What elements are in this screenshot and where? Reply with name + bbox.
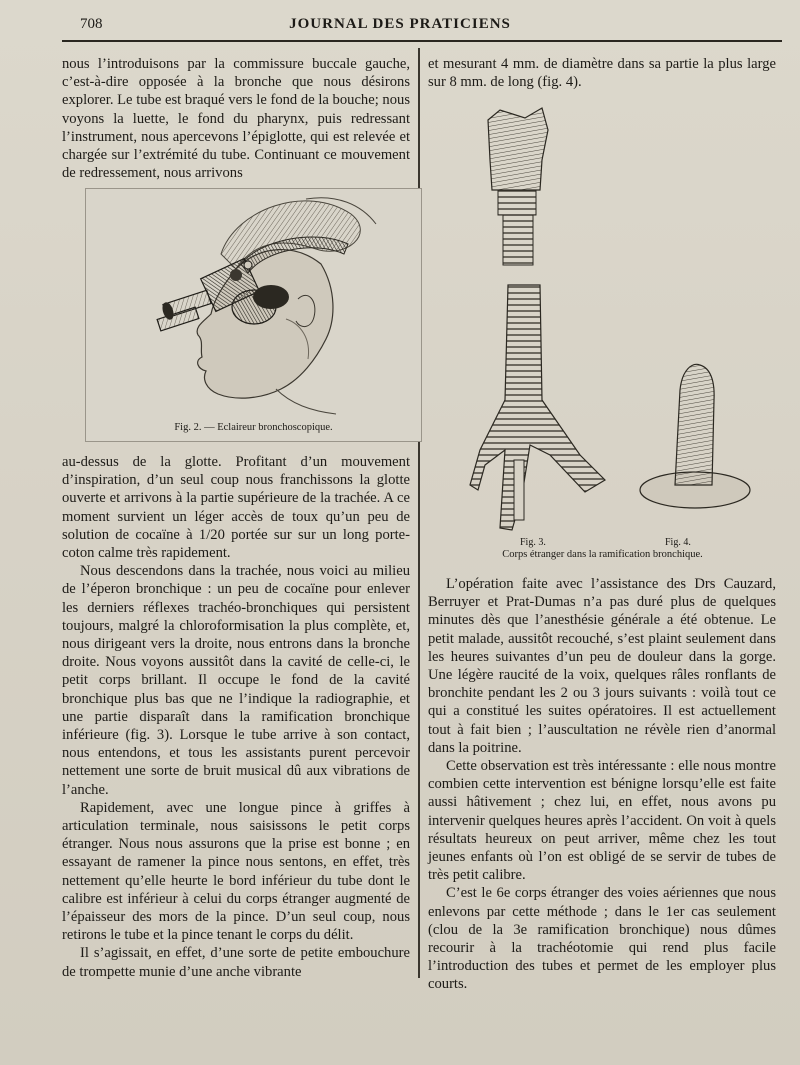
paragraph: Il s’agissait, en effet, d’une sorte de petite embouchure de trompette munie d’une anche vibrante bbox=[62, 945, 410, 980]
figure-2 bbox=[85, 188, 422, 442]
paragraph: et mesurant 4 mm. de diamètre dans sa partie la plus large sur 8 mm. de long (fig. 4). bbox=[428, 56, 776, 91]
foreign-body-in-bronchus bbox=[514, 460, 524, 520]
paragraph: au-dessus de la glotte. Profitant d’un mouvement d’inspiration, d’un seul coup nous franchissons la glotte ouverte et arrivons à la partie supérieure de la trachée. A ce moment survient un léger accès de toux qu’un peu de solution de cocaïne à 1/20 portée sur sur un long porte-coton calme très rapidement. bbox=[62, 454, 410, 562]
bronchial-bifurcation-shape bbox=[470, 285, 605, 530]
trachea-segment-shape bbox=[503, 215, 533, 265]
left-column-bottom bbox=[62, 453, 410, 981]
larynx-shape bbox=[488, 108, 548, 190]
figures-3-4 bbox=[430, 100, 775, 565]
figure-4-label: Fig. 4. bbox=[665, 537, 691, 548]
page-header bbox=[0, 14, 800, 38]
figures-caption: Corps étranger dans la ramification bronchique. bbox=[502, 549, 703, 560]
right-column-bottom bbox=[428, 575, 776, 994]
figure-3-label: Fig. 3. bbox=[520, 537, 546, 548]
trachea-and-foreign-body-illustration bbox=[430, 100, 775, 535]
bronchoscope-head-illustration bbox=[86, 189, 421, 419]
paragraph: Cette observation est très intéressante : elle nous montre combien cette intervention est bénigne lorsqu’elle est faite aussi hâtivement ; chez lui, en effet, nous avons pu intervenir quelques heures après l’accident. On voit à quels résultats heureux on peut arriver, même chez les tout jeunes enfants où l’on est obligé de se servir de tubes de très petit calibre. bbox=[428, 758, 776, 884]
paragraph: Rapidement, avec une longue pince à griffes à articulation terminale, nous saisissons le petit corps étranger. Nous nous assurons que la prise est bonne ; en essayant de ramener la pince nous sentons, en effet, très nettement qu’elle heurte le bord inférieur du tube dont le calibre est inférieur à celui du corps étranger augmenté de l’épaisseur des mors de la pince. D’un seul coup, nous retirons le tube et la pince tenant le corps du délit. bbox=[62, 799, 410, 944]
paragraph: L’opération faite avec l’assistance des Drs Cauzard, Berruyer et Prat-Dumas n’a pas duré plus de quelques minutes dès que l’anesthésie générale a été obtenue. Le petit malade, aussitôt recouché, s’est plaint seulement dans les heures suivantes d’un peu de douleur dans la gorge. Une légère raucité de la voix, quelques râles ronflants de bronchite pendant les 2 ou 3 jours suivants : voilà tout ce qui a constitué les suites opératoires. Il est actuellement tout à fait bien ; l’auscultation ne révèle rien d’anormal dans la poitrine. bbox=[428, 576, 776, 756]
journal-title: JOURNAL DES PRATICIENS bbox=[289, 16, 511, 32]
paragraph: Nous descendons dans la trachée, nous voici au milieu de l’éperon bronchique : un peu de cocaïne pour enlever les derniers réflexes trachéo-bronchiques qui persistent toujours, malgré la chloroformisation la plus complète, et, nous dirigeant vers la droite, nous entrons dans la bronche droite. Nous voyons aussitôt dans la cavité de celle-ci, le petit corps brillant. Il occupe le fond de la cavité bronchique plus bas que ne l’indique la radiographie, et une partie disparaît dans la ramification bronchique inférieure (fig. 3). Lorsque le tube arrive à son contact, nous entendons, et tous les assistants purent percevoir nettement une sorte de bruit musical dû aux vibrations de l’anche. bbox=[62, 563, 410, 798]
right-column-top bbox=[428, 55, 776, 91]
header-rule bbox=[62, 40, 782, 42]
paragraph: nous l’introduisons par la commissure buccale gauche, c’est-à-dire opposée à la bronche que nous désirons explorer. Le tube est braqué vers le fond de la bouche; nous voyons la luette, le fond du pharynx, puis redressant l’instrument, nous apercevons l’épiglotte, qui est relevée et chargée sur l’extrémité du tube. Continuant ce mouvement de redressement, nous arrivons bbox=[62, 56, 410, 182]
paragraph: C’est le 6e corps étranger des voies aériennes que nous enlevons par cette méthode ; dans le 1er cas seulement (clou de la 3e ramification bronchique) nous dûmes recourir à la trachéotomie qui rend plus facile l’introduction des tubes et permet de les employer plus courts. bbox=[428, 885, 776, 993]
figure-2-caption: Fig. 2. — Eclaireur bronchoscopique. bbox=[174, 422, 333, 433]
left-column-top bbox=[62, 55, 410, 182]
trumpet-mouthpiece-shaft bbox=[675, 364, 714, 485]
upper-trachea-shape bbox=[498, 190, 536, 215]
page-number: 708 bbox=[80, 16, 103, 32]
